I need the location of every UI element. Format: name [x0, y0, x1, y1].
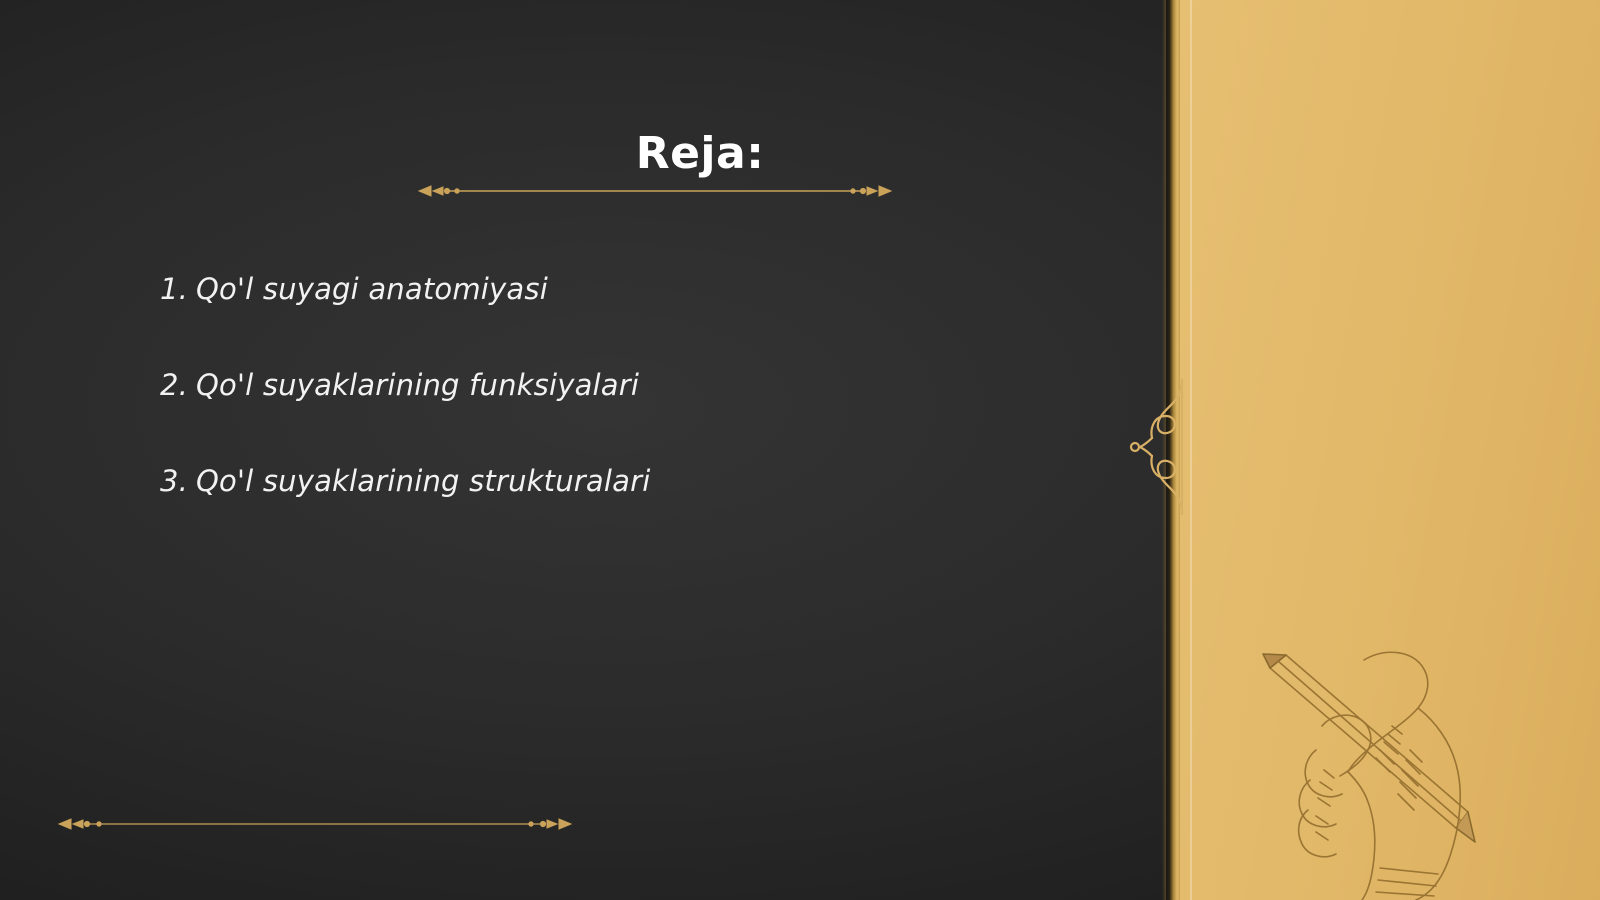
list-item-number: 3.: [160, 464, 189, 498]
hand-holding-pencil-illustration: [1260, 630, 1590, 900]
bottom-divider-ornament: [55, 815, 575, 833]
list-item-label: Qo'l suyaklarining strukturalari: [196, 464, 651, 498]
agenda-list: [160, 272, 1060, 560]
list-item: [160, 464, 1060, 498]
top-divider-ornament: [415, 182, 895, 200]
list-item-label: Qo'l suyagi anatomiyasi: [196, 272, 548, 306]
list-item-number: 1.: [160, 272, 189, 306]
list-item: [160, 368, 1060, 402]
list-item-number: 2.: [160, 368, 189, 402]
gold-scroll-flourish-ornament: [1126, 372, 1196, 522]
list-item-label: Qo'l suyaklarining funksiyalari: [196, 368, 640, 402]
page-title: Reja:: [635, 128, 765, 179]
list-item: [160, 272, 1060, 306]
